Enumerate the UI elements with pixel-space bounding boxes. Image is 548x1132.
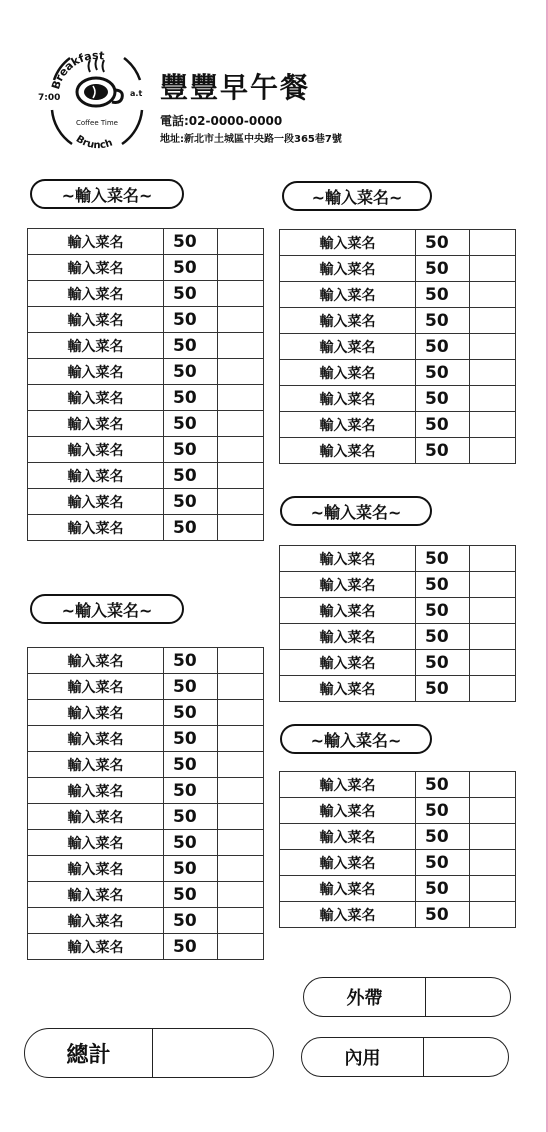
item-name: 輸入菜名 bbox=[28, 700, 164, 726]
shop-name: 豐豐早午餐 bbox=[160, 71, 311, 104]
quantity-cell[interactable] bbox=[218, 752, 264, 778]
table-row bbox=[28, 333, 264, 359]
item-price: 50 bbox=[164, 648, 218, 674]
quantity-cell[interactable] bbox=[218, 934, 264, 960]
quantity-cell[interactable] bbox=[470, 650, 516, 676]
item-name: 輸入菜名 bbox=[280, 256, 416, 282]
item-price: 50 bbox=[164, 489, 218, 515]
item-price: 50 bbox=[164, 934, 218, 960]
address: 地址:新北市土城區中央路一段365巷7號 bbox=[160, 134, 342, 145]
item-name: 輸入菜名 bbox=[28, 752, 164, 778]
table-row bbox=[28, 674, 264, 700]
table-row bbox=[28, 229, 264, 255]
item-name: 輸入菜名 bbox=[280, 334, 416, 360]
table-row bbox=[28, 359, 264, 385]
item-name: 輸入菜名 bbox=[280, 598, 416, 624]
item-name: 輸入菜名 bbox=[28, 229, 164, 255]
quantity-cell[interactable] bbox=[218, 411, 264, 437]
item-price: 50 bbox=[416, 772, 470, 798]
table-row bbox=[28, 255, 264, 281]
item-price: 50 bbox=[164, 830, 218, 856]
total-label: 總計 bbox=[25, 1029, 153, 1077]
item-name: 輸入菜名 bbox=[28, 515, 164, 541]
table-row bbox=[280, 360, 516, 386]
quantity-cell[interactable] bbox=[218, 804, 264, 830]
logo-center-text: Coffee Time bbox=[76, 119, 118, 127]
quantity-cell[interactable] bbox=[470, 334, 516, 360]
item-price: 50 bbox=[164, 908, 218, 934]
item-price: 50 bbox=[164, 700, 218, 726]
table-row bbox=[28, 648, 264, 674]
quantity-cell[interactable] bbox=[470, 676, 516, 702]
item-name: 輸入菜名 bbox=[28, 463, 164, 489]
table-row bbox=[280, 824, 516, 850]
quantity-cell[interactable] bbox=[218, 908, 264, 934]
item-price: 50 bbox=[416, 546, 470, 572]
table-row bbox=[28, 411, 264, 437]
item-price: 50 bbox=[416, 572, 470, 598]
logo-time-text: 7:00 bbox=[38, 93, 61, 103]
table-row bbox=[280, 798, 516, 824]
quantity-cell[interactable] bbox=[218, 385, 264, 411]
menu-table bbox=[279, 771, 516, 928]
section-title: ~輸入菜名~ bbox=[30, 594, 184, 624]
table-row bbox=[28, 830, 264, 856]
table-row bbox=[28, 385, 264, 411]
item-price: 50 bbox=[164, 463, 218, 489]
item-name: 輸入菜名 bbox=[28, 333, 164, 359]
logo-right-text: a.t bbox=[130, 89, 143, 98]
table-row bbox=[280, 546, 516, 572]
table-row bbox=[280, 902, 516, 928]
item-price: 50 bbox=[164, 674, 218, 700]
quantity-cell[interactable] bbox=[218, 830, 264, 856]
item-name: 輸入菜名 bbox=[280, 650, 416, 676]
item-price: 50 bbox=[416, 650, 470, 676]
table-row bbox=[280, 676, 516, 702]
quantity-cell[interactable] bbox=[470, 624, 516, 650]
item-price: 50 bbox=[416, 824, 470, 850]
quantity-cell[interactable] bbox=[470, 824, 516, 850]
quantity-cell[interactable] bbox=[218, 778, 264, 804]
quantity-cell[interactable] bbox=[218, 333, 264, 359]
item-price: 50 bbox=[416, 386, 470, 412]
item-price: 50 bbox=[416, 412, 470, 438]
quantity-cell[interactable] bbox=[470, 598, 516, 624]
item-price: 50 bbox=[164, 778, 218, 804]
section-title: ~輸入菜名~ bbox=[280, 724, 432, 754]
item-price: 50 bbox=[416, 438, 470, 464]
table-row bbox=[280, 850, 516, 876]
item-price: 50 bbox=[164, 385, 218, 411]
item-price: 50 bbox=[164, 804, 218, 830]
quantity-cell[interactable] bbox=[470, 798, 516, 824]
quantity-cell[interactable] bbox=[218, 359, 264, 385]
quantity-cell[interactable] bbox=[218, 463, 264, 489]
item-price: 50 bbox=[416, 360, 470, 386]
item-name: 輸入菜名 bbox=[280, 546, 416, 572]
item-name: 輸入菜名 bbox=[28, 856, 164, 882]
item-name: 輸入菜名 bbox=[28, 359, 164, 385]
item-name: 輸入菜名 bbox=[28, 489, 164, 515]
item-price: 50 bbox=[164, 229, 218, 255]
table-row bbox=[28, 437, 264, 463]
table-row bbox=[28, 726, 264, 752]
quantity-cell[interactable] bbox=[470, 360, 516, 386]
quantity-cell[interactable] bbox=[218, 255, 264, 281]
quantity-cell[interactable] bbox=[218, 700, 264, 726]
quantity-cell[interactable] bbox=[218, 515, 264, 541]
item-name: 輸入菜名 bbox=[280, 772, 416, 798]
item-name: 輸入菜名 bbox=[28, 882, 164, 908]
item-price: 50 bbox=[416, 676, 470, 702]
item-name: 輸入菜名 bbox=[28, 908, 164, 934]
quantity-cell[interactable] bbox=[470, 386, 516, 412]
item-price: 50 bbox=[164, 411, 218, 437]
table-row bbox=[28, 489, 264, 515]
table-row bbox=[280, 230, 516, 256]
item-name: 輸入菜名 bbox=[280, 230, 416, 256]
item-name: 輸入菜名 bbox=[280, 850, 416, 876]
table-row bbox=[280, 256, 516, 282]
item-price: 50 bbox=[164, 281, 218, 307]
item-price: 50 bbox=[416, 256, 470, 282]
item-name: 輸入菜名 bbox=[280, 676, 416, 702]
item-name: 輸入菜名 bbox=[28, 307, 164, 333]
item-price: 50 bbox=[416, 798, 470, 824]
table-row bbox=[280, 772, 516, 798]
item-name: 輸入菜名 bbox=[280, 360, 416, 386]
table-row bbox=[280, 876, 516, 902]
table-row bbox=[280, 334, 516, 360]
logo-bottom-text: Brunch bbox=[73, 133, 115, 152]
table-row bbox=[280, 624, 516, 650]
item-name: 輸入菜名 bbox=[28, 648, 164, 674]
takeout-box[interactable] bbox=[303, 977, 511, 1017]
table-row bbox=[280, 572, 516, 598]
item-name: 輸入菜名 bbox=[280, 308, 416, 334]
table-row bbox=[280, 438, 516, 464]
quantity-cell[interactable] bbox=[218, 281, 264, 307]
table-row bbox=[280, 412, 516, 438]
item-price: 50 bbox=[164, 307, 218, 333]
menu-table bbox=[27, 228, 264, 541]
quantity-cell[interactable] bbox=[218, 726, 264, 752]
quantity-cell[interactable] bbox=[470, 438, 516, 464]
item-name: 輸入菜名 bbox=[280, 438, 416, 464]
table-row bbox=[280, 598, 516, 624]
item-name: 輸入菜名 bbox=[280, 572, 416, 598]
table-row bbox=[28, 856, 264, 882]
phone-number: 電話:02-0000-0000 bbox=[160, 114, 283, 128]
table-row bbox=[28, 515, 264, 541]
item-name: 輸入菜名 bbox=[28, 830, 164, 856]
quantity-cell[interactable] bbox=[470, 412, 516, 438]
table-row bbox=[280, 308, 516, 334]
quantity-cell[interactable] bbox=[470, 876, 516, 902]
item-price: 50 bbox=[164, 255, 218, 281]
quantity-cell[interactable] bbox=[218, 437, 264, 463]
item-price: 50 bbox=[416, 334, 470, 360]
item-name: 輸入菜名 bbox=[28, 726, 164, 752]
total-box[interactable] bbox=[24, 1028, 274, 1078]
item-price: 50 bbox=[164, 333, 218, 359]
item-name: 輸入菜名 bbox=[28, 934, 164, 960]
quantity-cell[interactable] bbox=[470, 850, 516, 876]
item-name: 輸入菜名 bbox=[280, 412, 416, 438]
menu-table bbox=[279, 229, 516, 464]
quantity-cell[interactable] bbox=[218, 856, 264, 882]
item-name: 輸入菜名 bbox=[28, 255, 164, 281]
takeout-label: 外帶 bbox=[304, 978, 426, 1016]
item-name: 輸入菜名 bbox=[280, 386, 416, 412]
table-row bbox=[28, 778, 264, 804]
table-row bbox=[28, 752, 264, 778]
item-price: 50 bbox=[164, 437, 218, 463]
table-row bbox=[28, 934, 264, 960]
item-name: 輸入菜名 bbox=[28, 385, 164, 411]
section-title: ~輸入菜名~ bbox=[30, 179, 184, 209]
quantity-cell[interactable] bbox=[470, 230, 516, 256]
table-row bbox=[28, 700, 264, 726]
quantity-cell[interactable] bbox=[470, 572, 516, 598]
quantity-cell[interactable] bbox=[470, 546, 516, 572]
quantity-cell[interactable] bbox=[218, 882, 264, 908]
quantity-cell[interactable] bbox=[470, 902, 516, 928]
item-price: 50 bbox=[416, 624, 470, 650]
quantity-cell[interactable] bbox=[470, 308, 516, 334]
table-row bbox=[28, 804, 264, 830]
item-name: 輸入菜名 bbox=[28, 778, 164, 804]
menu-table bbox=[27, 647, 264, 960]
item-name: 輸入菜名 bbox=[28, 281, 164, 307]
table-row bbox=[280, 650, 516, 676]
table-row bbox=[28, 307, 264, 333]
svg-text:Brunch bbox=[74, 134, 114, 152]
item-name: 輸入菜名 bbox=[28, 411, 164, 437]
item-name: 輸入菜名 bbox=[28, 437, 164, 463]
quantity-cell[interactable] bbox=[470, 772, 516, 798]
item-name: 輸入菜名 bbox=[280, 798, 416, 824]
item-price: 50 bbox=[416, 876, 470, 902]
quantity-cell[interactable] bbox=[218, 674, 264, 700]
item-price: 50 bbox=[164, 515, 218, 541]
item-price: 50 bbox=[416, 230, 470, 256]
table-row bbox=[280, 282, 516, 308]
item-price: 50 bbox=[416, 850, 470, 876]
quantity-cell[interactable] bbox=[470, 282, 516, 308]
section-title: ~輸入菜名~ bbox=[280, 496, 432, 526]
dine-in-box[interactable] bbox=[301, 1037, 509, 1077]
item-price: 50 bbox=[416, 282, 470, 308]
quantity-cell[interactable] bbox=[218, 648, 264, 674]
item-name: 輸入菜名 bbox=[28, 674, 164, 700]
item-price: 50 bbox=[416, 598, 470, 624]
table-row bbox=[280, 386, 516, 412]
menu-table bbox=[279, 545, 516, 702]
table-row bbox=[28, 463, 264, 489]
item-price: 50 bbox=[164, 882, 218, 908]
item-price: 50 bbox=[164, 752, 218, 778]
dine-in-label: 內用 bbox=[302, 1038, 424, 1076]
table-row bbox=[28, 908, 264, 934]
quantity-cell[interactable] bbox=[218, 489, 264, 515]
item-price: 50 bbox=[416, 308, 470, 334]
quantity-cell[interactable] bbox=[218, 229, 264, 255]
logo-top-text: Breakfast bbox=[49, 48, 105, 91]
table-row bbox=[28, 882, 264, 908]
item-price: 50 bbox=[416, 902, 470, 928]
table-row bbox=[28, 281, 264, 307]
item-name: 輸入菜名 bbox=[280, 876, 416, 902]
item-price: 50 bbox=[164, 856, 218, 882]
item-name: 輸入菜名 bbox=[280, 824, 416, 850]
item-name: 輸入菜名 bbox=[280, 902, 416, 928]
item-price: 50 bbox=[164, 359, 218, 385]
item-name: 輸入菜名 bbox=[280, 624, 416, 650]
item-price: 50 bbox=[164, 726, 218, 752]
quantity-cell[interactable] bbox=[470, 256, 516, 282]
coffee-cup-logo bbox=[36, 40, 158, 162]
item-name: 輸入菜名 bbox=[280, 282, 416, 308]
item-name: 輸入菜名 bbox=[28, 804, 164, 830]
quantity-cell[interactable] bbox=[218, 307, 264, 333]
section-title: ~輸入菜名~ bbox=[282, 181, 432, 211]
